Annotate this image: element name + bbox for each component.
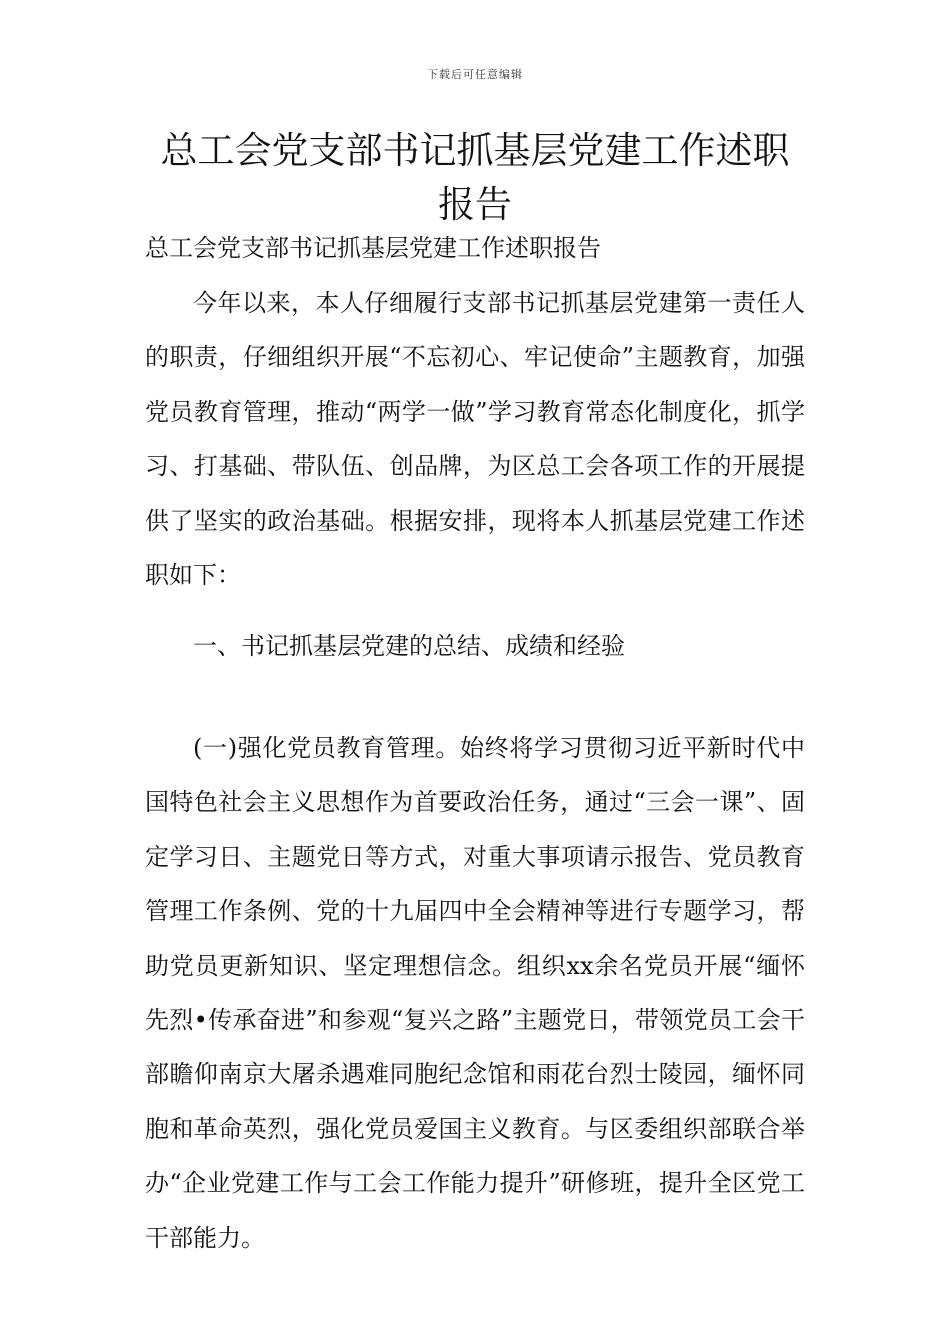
document-subtitle: 总工会党支部书记抓基层党建工作述职报告 — [145, 234, 601, 262]
section-one-heading: 一、书记抓基层党建的总结、成绩和经验 — [193, 632, 625, 660]
document-title: 总工会党支部书记抓基层党建工作述职报告 — [160, 129, 790, 226]
intro-paragraph: 今年以来，本人仔细履行支部书记抓基层党建第一责任人的职责，仔细组织开展“不忘初心、牢记使命”主题教育，加强党员教育管理，推动“两学一做”学习教育常态化制度化，抓学习、打基础、带队伍、创品牌，为区总工会各项工作的开展提供了坚实的政治基础。根据安排，现将本人抓基层党建工作述职如下： — [145, 289, 805, 590]
section-one-body-paragraph: (一)强化党员教育管理。始终将学习贯彻习近平新时代中国特色社会主义思想作为首要政治任务，通过“三会一课”、固定学习日、主题党日等方式，对重大事项请示报告、党员教育管理工作条例、党的十九届四中全会精神等进行专题学习，帮助党员更新知识、坚定理想信念。组织xx余名党员开展“缅怀先烈•传承奋进”和参观“复兴之路”主题党日，带领党员工会干部瞻仰南京大屠杀遇难同胞纪念馆和雨花台烈士陵园，缅怀同胞和革命英烈，强化党员爱国主义教育。与区委组织部联合举办“企业党建工作与工会工作能力提升”研修班，提升全区党工干部能力。 — [145, 734, 805, 1252]
header-note: 下载后可任意编辑 — [427, 68, 523, 81]
